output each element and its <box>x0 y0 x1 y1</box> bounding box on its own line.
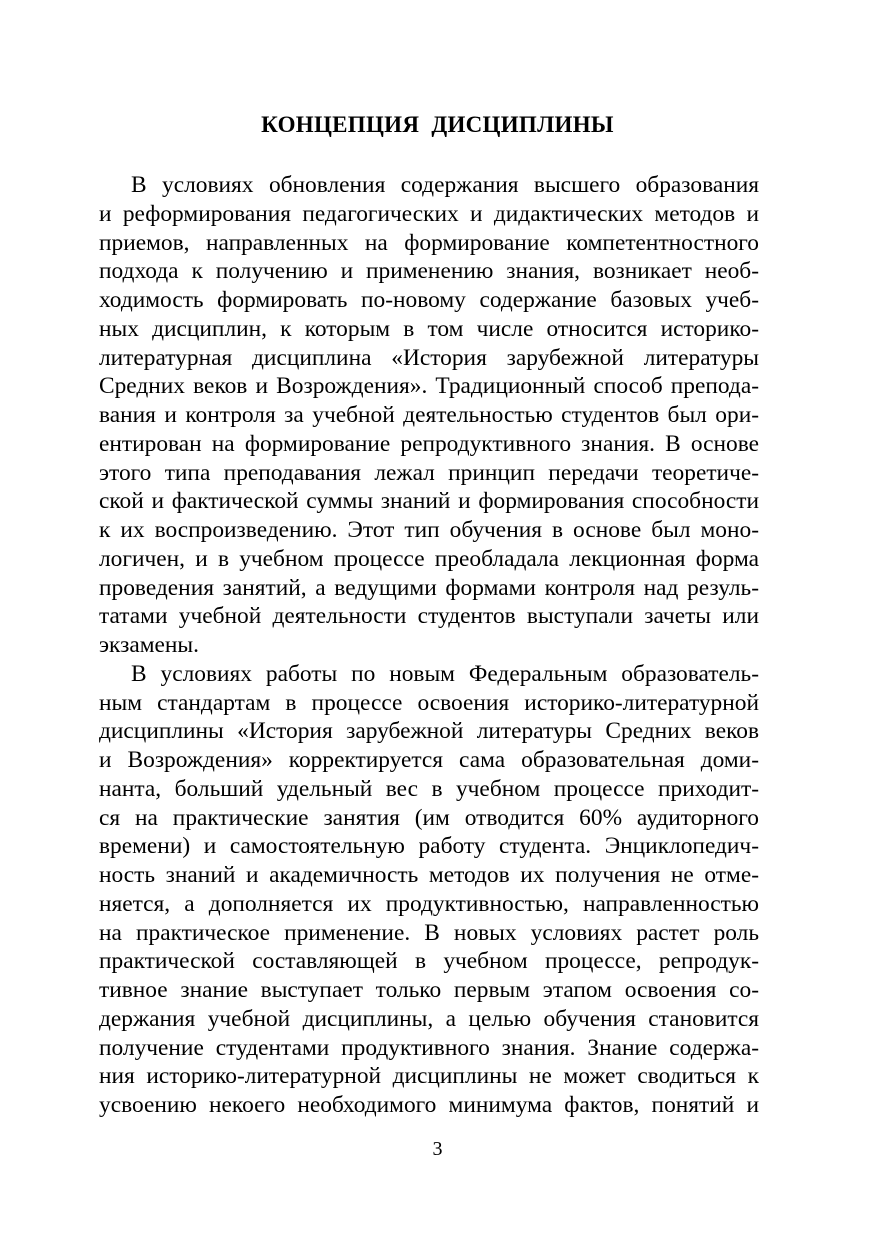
paragraph-line: вания и контроля за учебной деятельностью студентов был ори- <box>99 402 759 428</box>
paragraph-line: ской и фактической суммы знаний и формирования способности <box>99 488 759 515</box>
paragraph-line: держания учебной дисциплины, а целью обучения становится <box>99 1005 759 1032</box>
paragraph-line: подхода к получению и применению знания, возникает необ- <box>99 258 759 285</box>
paragraph-line: на практическое применение. В новых условиях растет роль <box>99 919 759 946</box>
paragraph-line: времени) и самостоятельную работу студента. Энциклопедич- <box>99 833 759 860</box>
paragraph-line: ся на практические занятия (им отводится 60% аудиторного <box>99 804 759 831</box>
paragraph-line: экзамены. <box>99 632 199 658</box>
paragraph <box>99 660 759 1120</box>
paragraph <box>99 171 759 660</box>
paragraph-line: ным стандартам в процессе освоения историко-литературной <box>99 689 759 716</box>
paragraph-line: и Возрождения» корректируется сама образовательная доми- <box>99 747 759 773</box>
paragraph-line: получение студентами продуктивного знания. Знание содержа- <box>99 1034 759 1061</box>
paragraph-line: ность знаний и академичность методов их получения не отме- <box>99 862 759 888</box>
paragraph-line: тивное знание выступает только первым этапом освоения со- <box>99 977 759 1003</box>
paragraph-line: татами учебной деятельности студентов выступали зачеты или <box>99 603 759 630</box>
page-title: КОНЦЕПЦИЯ ДИСЦИПЛИНЫ <box>261 112 614 137</box>
page-number: 3 <box>432 1138 443 1160</box>
paragraph-line: ных дисциплин, к которым в том числе относится историко- <box>99 315 759 342</box>
paragraph-line: проведения занятий, а ведущими формами контроля над резуль- <box>99 574 759 601</box>
paragraph-line: Средних веков и Возрождения». Традиционный способ препода- <box>99 373 759 400</box>
paragraph-line: логичен, и в учебном процессе преобладала лекционная форма <box>99 545 759 572</box>
paragraph-line: усвоению некоего необходимого минимума фактов, понятий и <box>99 1092 759 1118</box>
body-text <box>99 171 759 1120</box>
paragraph-line: практической составляющей в учебном процессе, репродук- <box>99 948 759 975</box>
paragraph-line: В условиях обновления содержания высшего образования <box>131 172 759 198</box>
paragraph-line: нанта, больший удельный вес в учебном процессе приходит- <box>99 775 759 802</box>
paragraph-line: ентирован на формирование репродуктивного знания. В основе <box>99 430 759 457</box>
paragraph-line: ходимость формировать по-новому содержание базовых учеб- <box>99 287 759 313</box>
paragraph-line: ния историко-литературной дисциплины не может сводиться к <box>99 1063 759 1090</box>
paragraph-line: этого типа преподавания лежал принцип передачи теоретиче- <box>99 459 759 486</box>
paragraph-line: и реформирования педагогических и дидактических методов и <box>99 200 759 227</box>
paragraph-line: дисциплины «История зарубежной литературы Средних веков <box>99 718 759 745</box>
paragraph-line: к их воспроизведению. Этот тип обучения в основе был моно- <box>99 517 759 543</box>
paragraph-line: литературная дисциплина «История зарубежной литературы <box>99 344 759 371</box>
paragraph-line: В условиях работы по новым Федеральным образователь- <box>131 660 759 687</box>
paragraph-line: приемов, направленных на формирование компетентностного <box>99 229 759 256</box>
paragraph-line: няется, а дополняется их продуктивностью, направленностью <box>99 890 759 917</box>
